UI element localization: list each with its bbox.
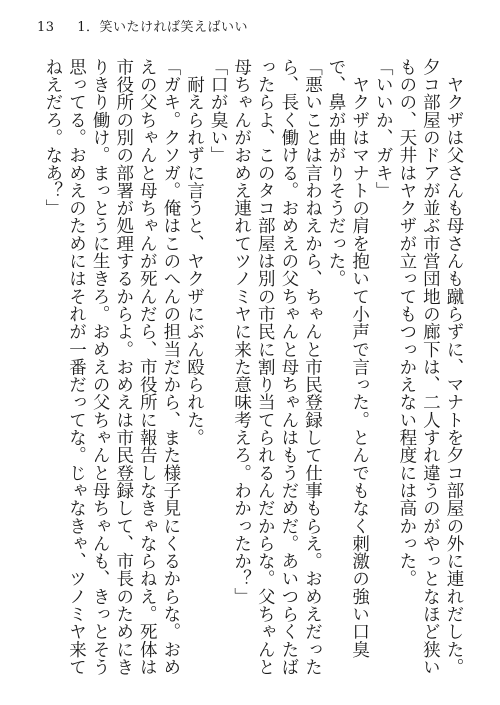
paragraph: ヤクザは父さんも母さんも蹴らずに、マナトを夕コ部屋の外に連れだした。夕コ部屋のドアが並ぶ市営団地の廊下は、二人すれ違うのがやっとなほど狭いものの、天井はヤクザが立ってもつっかえない程度には高かった。 (396, 58, 464, 676)
paragraph: ヤクザはマナトの肩を抱いて小声で言った。とんでもなく刺激の強い口臭で、鼻が曲がりそうだった。 (326, 58, 370, 659)
chapter-title: 1．笑いたければ笑えばいい (77, 20, 248, 35)
paragraph: 「口が臭い」 (208, 58, 229, 164)
paragraph: 耐えられずに言うと、ヤクザにぶん殴られた。 (184, 58, 205, 447)
paragraph: 「ガキ。クソガ。俺はこのへんの担当だから、また様子見にくるからな。おめえの父ちゃんと母ちゃんが死んだら、市役所に報告しなきゃならねえ。死体は市役所の別の部署が処理するからよ。おめえは市民登録して、市長のためにきりきり働け。まっとうに生きろ。おめえの父ちゃんと母ちゃんも、きっとそう思ってる。おめえのためにはそれが一番だってな。じゃなきゃ、ツノミヤ来てねえだろ。なあ？」 (42, 58, 181, 676)
page-number: 13 (37, 20, 55, 35)
paragraph: 「悪いことは言わねえから、ちゃんと市民登録して仕事もらえ。おめえだったら、長く働ける。おめえの父ちゃんと母ちゃんはもうだめだ。あいつらくたばったらよ、このタコ部屋は別の市民に割り当てられるんだからな。父ちゃんと母ちゃんがおめえ連れてツノミヤに来た意味考えろ。わかったか？」 (231, 58, 323, 676)
running-head (37, 20, 248, 36)
body-text (25, 58, 465, 678)
paragraph: 「いいか、ガキ」 (373, 58, 394, 200)
